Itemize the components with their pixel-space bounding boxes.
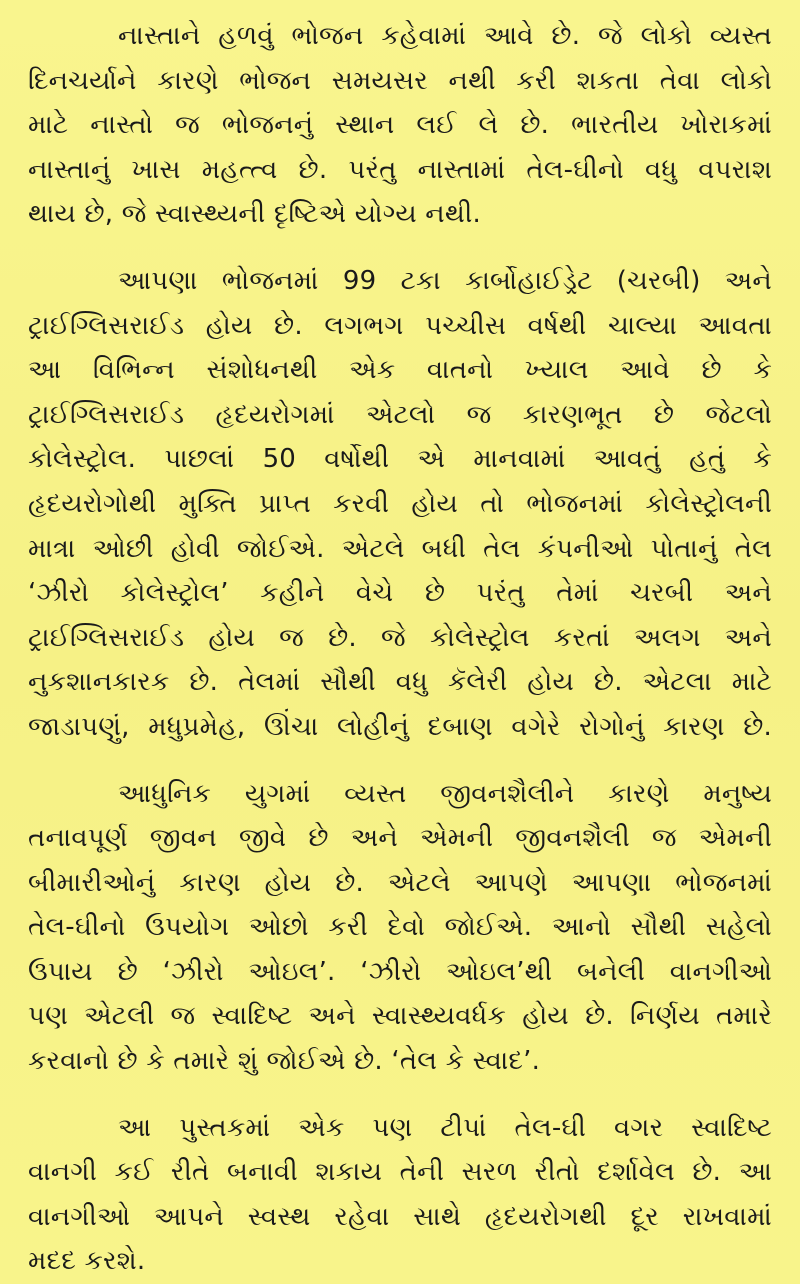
text-line: ટ્રાઈગ્લિસરાઈડ હોય છે. લગભગ પચ્ચીસ વર્ષથી ચાલ્યા આવતા — [28, 310, 772, 341]
paragraph-3 — [28, 772, 772, 1084]
text-line: કરવાનો છે કે તમારે શું જોઈએ છે. ‘તેલ કે સ્વાદ’. — [28, 1046, 541, 1077]
text-line: આપણા ભોજનમાં 99 ટકા કાર્બોહાઈડ્રેટ (ચરબી) અને — [118, 265, 772, 296]
text-line: ઉપાય છે ‘ઝીરો ઓઇલ’. ‘ઝીરો ઓઇલ’થી બનેલી વાનગીઓ — [28, 956, 772, 987]
text-line: વાનગી કઈ રીતે બનાવી શકાય તેની સરળ રીતો દર્શાવેલ છે. આ — [28, 1157, 772, 1188]
text-line: માટે નાસ્તો જ ભોજનનું સ્થાન લઈ લે છે. ભારતીય ખોરાકમાં — [28, 110, 772, 141]
text-line: નાસ્તાનું ખાસ મહત્ત્વ છે. પરંતુ નાસ્તામાં તેલ-ઘીનો વધુ વપરાશ — [28, 154, 772, 185]
text-line: તેલ-ઘીનો ઉપયોગ ઓછો કરી દેવો જોઈએ. આનો સૌથી સહેલો — [28, 912, 772, 943]
text-line: આધુનિક યુગમાં વ્યસ્ત જીવનશૈલીને કારણે મનુષ્ય — [118, 778, 772, 809]
text-line: બીમારીઓનું કારણ હોય છે. એટલે આપણે આપણા ભોજનમાં — [28, 867, 772, 898]
text-line: હૃદયરોગોથી મુક્તિ પ્રાપ્ત કરવી હોય તો ભોજનમાં કોલેસ્ટ્રોલની — [28, 488, 772, 519]
text-line: વાનગીઓ આપને સ્વસ્થ રહેવા સાથે હૃદયરોગથી દૂર રાખવામાં — [28, 1201, 772, 1232]
text-line: નાસ્તાને હળવું ભોજન કહેવામાં આવે છે. જે લોકો વ્યસ્ત — [118, 21, 772, 51]
text-line: નુકશાનકારક છે. તેલમાં સૌથી વધુ કૅલેરી હોય છે. એટલા માટે — [28, 667, 772, 698]
text-line: જાડાપણું, મધુપ્રમેહ, ઊંચા લોહીનું દબાણ વગેરે રોગોનું કારણ છે. — [28, 711, 772, 742]
paragraph-4 — [28, 1106, 772, 1284]
paragraph-1 — [28, 14, 772, 237]
text-line: થાય છે, જે સ્વાસ્થ્યની દૃષ્ટિએ યોગ્ય નથી. — [28, 199, 481, 230]
text-line: મદદ કરશે. — [28, 1246, 146, 1277]
text-line: આ પુસ્તકમાં એક પણ ટીપાં તેલ-ઘી વગર સ્વાદિષ્ટ — [118, 1112, 772, 1143]
text-line: દિનચર્યાને કારણે ભોજન સમયસર નથી કરી શકતા તેવા લોકો — [28, 65, 772, 96]
text-line: ટ્રાઈગ્લિસરાઈડ હૃદયરોગમાં એટલો જ કારણભૂત છે જેટલો — [28, 399, 772, 430]
text-line: કોલેસ્ટ્રોલ. પાછલાં 50 વર્ષોથી એ માનવામાં આવતું હતું કે — [28, 444, 772, 475]
text-line: ‘ઝીરો કોલેસ્ટ્રોલ’ કહીને વેચે છે પરંતુ તેમાં ચરબી અને — [28, 578, 772, 609]
text-line: પણ એટલી જ સ્વાદિષ્ટ અને સ્વાસ્થ્યવર્ધક હોય છે. નિર્ણય તમારે — [28, 1001, 772, 1032]
text-line: માત્રા ઓછી હોવી જોઈએ. એટલે બધી તેલ કંપનીઓ પોતાનું તેલ — [28, 533, 772, 564]
text-line: તનાવપૂર્ણ જીવન જીવે છે અને એમની જીવનશૈલી જ એમની — [28, 823, 772, 854]
text-line: ટ્રાઈગ્લિસરાઈડ હોય જ છે. જે કોલેસ્ટ્રોલ કરતાં અલગ અને — [28, 622, 772, 653]
paragraph-2 — [28, 259, 772, 750]
text-line: આ વિભિન્ન સંશોધનથી એક વાતનો ખ્યાલ આવે છે કે — [28, 355, 772, 386]
